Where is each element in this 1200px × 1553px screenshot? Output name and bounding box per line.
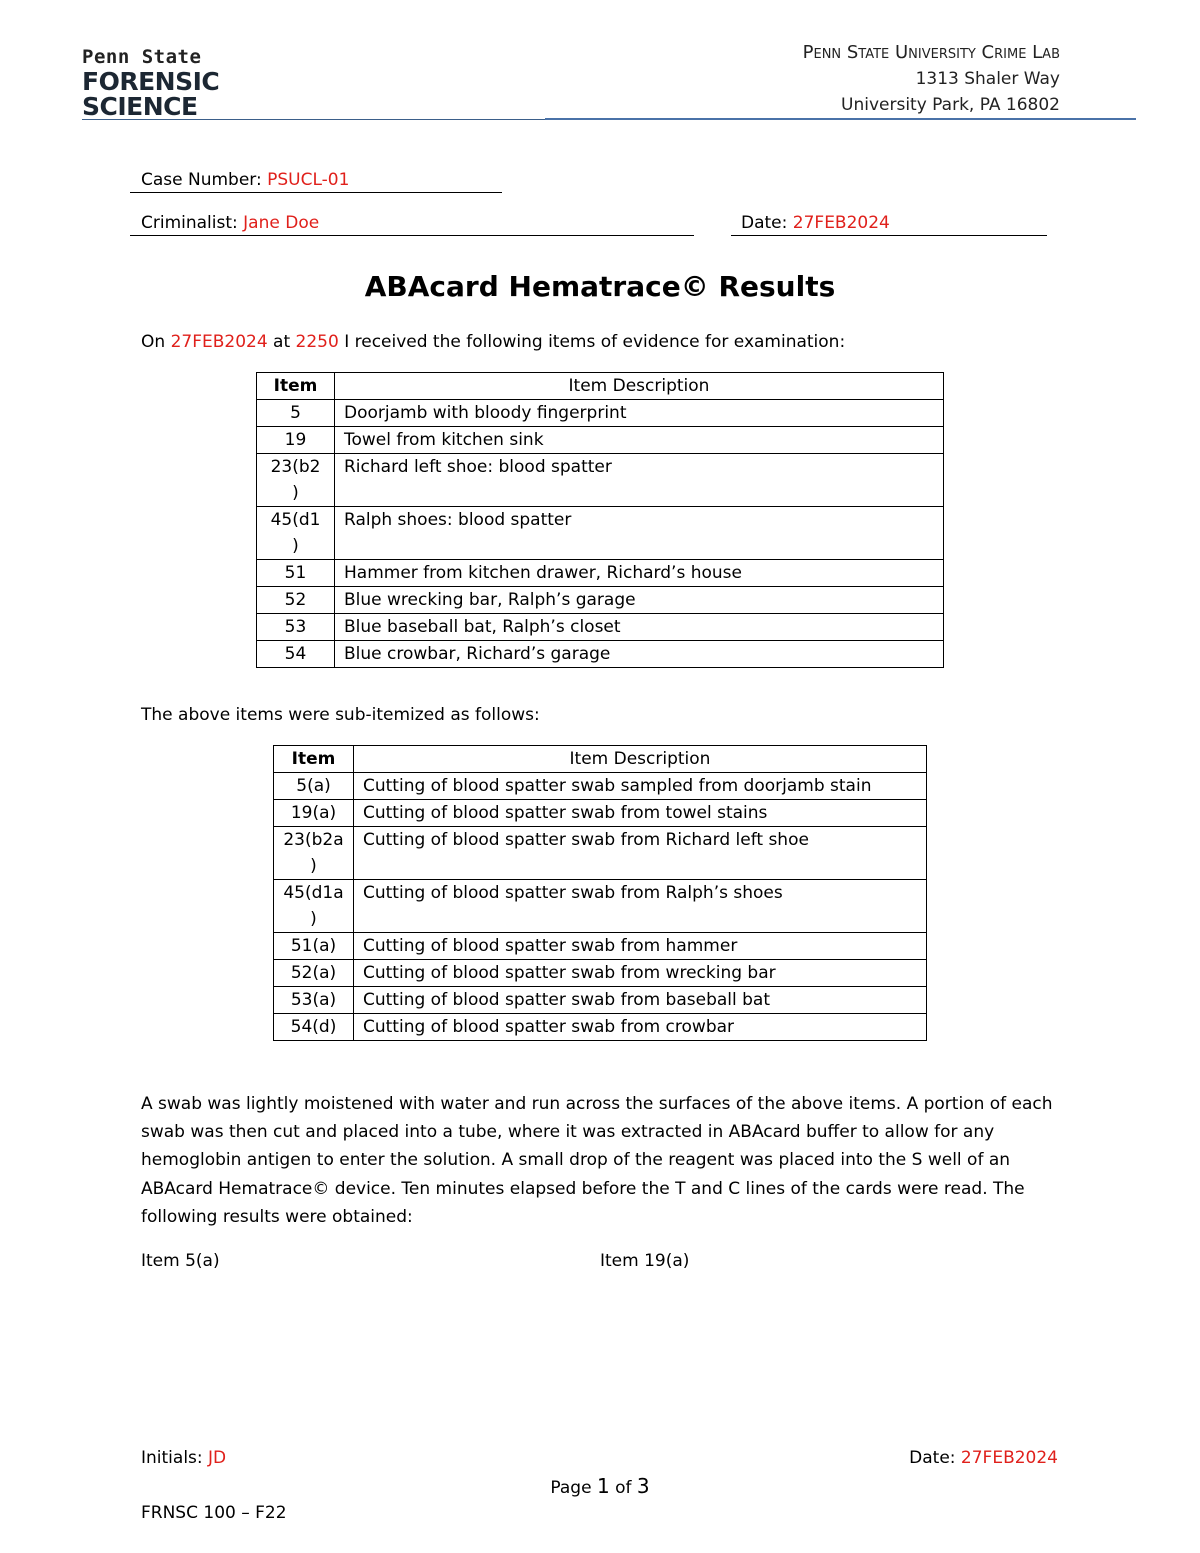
result-label-item-5a: Item 5(a) xyxy=(141,1251,220,1271)
table-header-row xyxy=(257,373,944,400)
lab-name: Penn State University Crime Lab xyxy=(802,42,1060,63)
table-row xyxy=(274,880,927,933)
table-row xyxy=(257,507,944,560)
item-number: 23(b2 ) xyxy=(257,454,335,507)
logo-line-penn-state: Penn State xyxy=(82,46,202,68)
lab-address-block xyxy=(803,40,1060,118)
footer-date xyxy=(909,1446,1058,1470)
intro-sentence xyxy=(141,330,845,354)
page-title: ABAcard Hematrace© Results xyxy=(364,270,836,303)
lab-address-line2: University Park, PA 16802 xyxy=(841,95,1060,115)
logo-line-forensic: FORENSIC xyxy=(82,67,220,96)
subitem-number: 5(a) xyxy=(274,773,354,800)
header-divider-accent xyxy=(545,118,1136,120)
subitem-number: 19(a) xyxy=(274,800,354,827)
subitem-description: Cutting of blood spatter swab from towel stains xyxy=(354,800,927,827)
item-description: Blue baseball bat, Ralph’s closet xyxy=(335,614,944,641)
subitem-number: 23(b2a ) xyxy=(274,827,354,880)
subitem-number: 45(d1a ) xyxy=(274,880,354,933)
page-number xyxy=(0,1473,1200,1501)
table-row xyxy=(257,427,944,454)
subitem-description: Cutting of blood spatter swab sampled from doorjamb stain xyxy=(354,773,927,800)
table-row xyxy=(274,960,927,987)
procedure-paragraph: A swab was lightly moistened with water and run across the surfaces of the above items. A portion of each swab was then cut and placed into a tube, where it was extracted in ABAcard buffer to allow for any hemoglobin antigen to enter the solution. A small drop of the reagent was placed into the S well of an ABAcard Hematrace© device. Ten minutes elapsed before the T and C lines of the cards were read. The following results were obtained: xyxy=(141,1094,1053,1227)
item-description: Towel from kitchen sink xyxy=(335,427,944,454)
subitem-intro: The above items were sub-itemized as follows: xyxy=(141,705,540,725)
footer-date-value: 27FEB2024 xyxy=(960,1448,1058,1468)
item-number: 51 xyxy=(257,560,335,587)
item-description: Ralph shoes: blood spatter xyxy=(335,507,944,560)
table-row xyxy=(257,614,944,641)
date-field xyxy=(741,211,890,235)
subitem-table xyxy=(273,745,927,1041)
penn-state-forensic-science-logo xyxy=(82,46,220,121)
table-row xyxy=(257,560,944,587)
subitem-description: Cutting of blood spatter swab from baseball bat xyxy=(354,987,927,1014)
item-description: Blue crowbar, Richard’s garage xyxy=(335,641,944,668)
item-number: 5 xyxy=(257,400,335,427)
item-description: Blue wrecking bar, Ralph’s garage xyxy=(335,587,944,614)
date-underline xyxy=(731,235,1047,236)
evidence-items-table xyxy=(256,372,944,668)
table-row xyxy=(274,933,927,960)
item-number: 54 xyxy=(257,641,335,668)
criminalist-field xyxy=(141,211,319,235)
footer-initials xyxy=(141,1446,226,1470)
initials-label: Initials: xyxy=(141,1448,203,1468)
intro-text-1: On xyxy=(141,332,171,352)
table-row xyxy=(274,773,927,800)
column-header-item: Item xyxy=(274,746,354,773)
item-number: 52 xyxy=(257,587,335,614)
item-number: 45(d1 ) xyxy=(257,507,335,560)
table-row xyxy=(257,454,944,507)
initials-value: JD xyxy=(208,1448,227,1468)
case-number-field xyxy=(141,168,349,192)
case-number-underline xyxy=(130,192,502,193)
subitem-number: 51(a) xyxy=(274,933,354,960)
subitem-description: Cutting of blood spatter swab from Richard left shoe xyxy=(354,827,927,880)
item-description: Hammer from kitchen drawer, Richard’s house xyxy=(335,560,944,587)
course-code: FRNSC 100 – F22 xyxy=(141,1503,287,1523)
table-row xyxy=(257,400,944,427)
case-number-value: PSUCL-01 xyxy=(267,170,350,190)
subitem-description: Cutting of blood spatter swab from wrecking bar xyxy=(354,960,927,987)
intro-received-time: 2250 xyxy=(295,332,339,352)
criminalist-label: Criminalist: xyxy=(141,213,238,233)
criminalist-value: Jane Doe xyxy=(243,213,320,233)
item-description: Doorjamb with bloody fingerprint xyxy=(335,400,944,427)
intro-text-2: at xyxy=(267,332,296,352)
date-value: 27FEB2024 xyxy=(792,213,890,233)
intro-text-3: I received the following items of evidence for examination: xyxy=(338,332,846,352)
column-header-description: Item Description xyxy=(335,373,944,400)
subitem-description: Cutting of blood spatter swab from Ralph’s shoes xyxy=(354,880,927,933)
date-label: Date: xyxy=(741,213,788,233)
page-current: 1 xyxy=(596,1474,610,1498)
intro-received-date: 27FEB2024 xyxy=(170,332,268,352)
subitem-number: 54(d) xyxy=(274,1014,354,1041)
subitem-number: 53(a) xyxy=(274,987,354,1014)
case-number-label: Case Number: xyxy=(141,170,262,190)
table-header-row xyxy=(274,746,927,773)
result-label-item-19a: Item 19(a) xyxy=(600,1251,690,1271)
criminalist-underline xyxy=(130,235,694,236)
table-row xyxy=(274,987,927,1014)
item-number: 19 xyxy=(257,427,335,454)
subitem-description: Cutting of blood spatter swab from hammer xyxy=(354,933,927,960)
item-number: 53 xyxy=(257,614,335,641)
table-row xyxy=(257,587,944,614)
table-row xyxy=(257,641,944,668)
page-of-word: of xyxy=(615,1478,632,1498)
column-header-description: Item Description xyxy=(354,746,927,773)
column-header-item: Item xyxy=(257,373,335,400)
subitem-description: Cutting of blood spatter swab from crowbar xyxy=(354,1014,927,1041)
footer-date-label: Date: xyxy=(909,1448,956,1468)
subitem-number: 52(a) xyxy=(274,960,354,987)
table-row xyxy=(274,1014,927,1041)
item-description: Richard left shoe: blood spatter xyxy=(335,454,944,507)
logo-line-science: SCIENCE xyxy=(82,92,198,121)
page-total: 3 xyxy=(636,1474,650,1498)
table-row xyxy=(274,800,927,827)
table-row xyxy=(274,827,927,880)
page-word: Page xyxy=(550,1478,592,1498)
lab-address-line1: 1313 Shaler Way xyxy=(915,69,1060,89)
